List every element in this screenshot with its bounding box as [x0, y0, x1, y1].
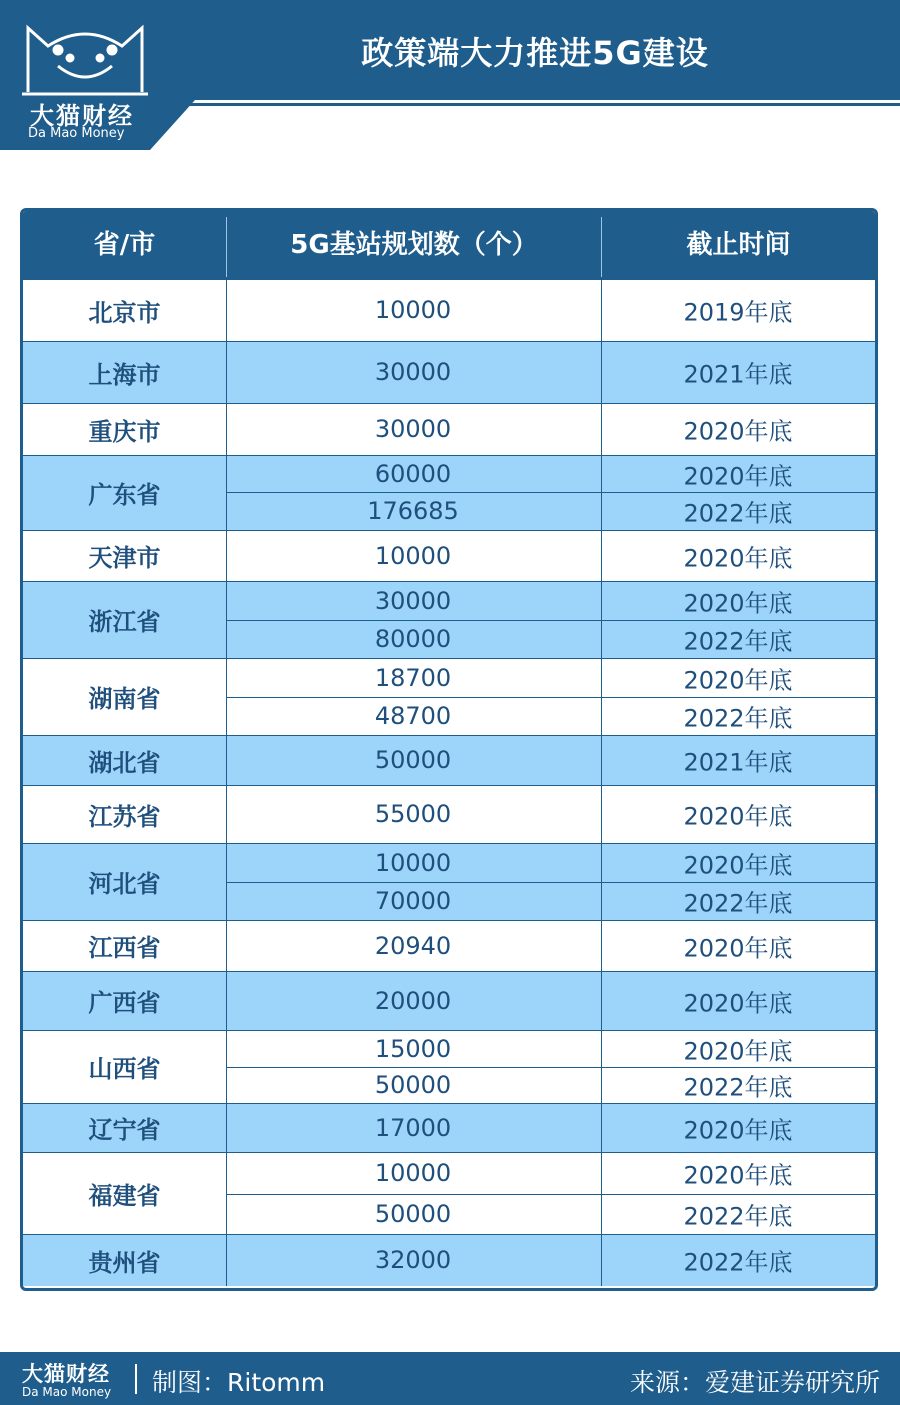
table-row-group: [23, 341, 875, 403]
group-divider: [23, 455, 875, 456]
page-header: [0, 0, 900, 150]
table-row: [226, 1234, 875, 1286]
station-count-cell: 10000: [374, 541, 452, 570]
province-cell: 上海市: [88, 360, 161, 389]
table-row: [226, 530, 875, 581]
row-divider: [226, 882, 875, 883]
deadline-cell: 2020年底: [683, 666, 793, 694]
deadline-cell: 2020年底: [683, 802, 793, 831]
table-row-group: [23, 455, 875, 530]
table-row-group: [23, 1152, 875, 1234]
table-row: [226, 403, 875, 455]
group-divider: [23, 1103, 875, 1104]
province-cell: 江苏省: [88, 802, 161, 831]
group-divider: [23, 581, 875, 582]
station-count-cell: 18700: [374, 663, 452, 692]
deadline-cell: 2020年底: [683, 1037, 793, 1065]
station-count-cell: 55000: [374, 800, 452, 828]
footer-brand-subtext: Da Mao Money: [22, 1385, 112, 1399]
table-row: [226, 1152, 875, 1194]
province-cell: 贵州省: [88, 1248, 161, 1277]
row-divider: [226, 620, 875, 621]
station-count-cell: 30000: [374, 358, 452, 386]
station-count-cell: 176685: [367, 497, 459, 525]
deadline-cell: 2020年底: [683, 462, 793, 490]
group-divider: [23, 341, 875, 342]
column-header-province: 省/市: [93, 230, 156, 260]
station-count-cell: 50000: [374, 1200, 452, 1228]
row-divider: [226, 1067, 875, 1068]
data-table: [20, 208, 878, 1291]
table-row-group: [23, 658, 875, 735]
footer-source: 来源：爱建证券研究所: [629, 1368, 880, 1397]
deadline-cell: 2020年底: [683, 989, 793, 1017]
group-divider: [23, 658, 875, 659]
table-row: [226, 735, 875, 785]
deadline-cell: 2020年底: [683, 851, 793, 879]
table-row: [226, 843, 875, 882]
table-row: [226, 455, 875, 492]
table-row: [226, 882, 875, 920]
station-count-cell: 10000: [374, 296, 452, 324]
station-count-cell: 60000: [374, 459, 452, 488]
table-row-group: [23, 530, 875, 581]
row-divider: [226, 1194, 875, 1195]
group-divider: [23, 1030, 875, 1031]
table-row: [226, 279, 875, 341]
province-cell: 湖北省: [88, 748, 161, 777]
page-footer: [0, 1352, 900, 1405]
table-row: [226, 1067, 875, 1103]
table-row-group: [23, 403, 875, 455]
table-row-group: [23, 843, 875, 920]
deadline-cell: 2022年底: [683, 627, 793, 656]
table-row: [226, 581, 875, 620]
footer-brand: 大猫财经: [22, 1362, 110, 1386]
group-divider: [23, 735, 875, 736]
deadline-cell: 2022年底: [683, 1202, 793, 1231]
table-row: [226, 920, 875, 971]
table-row-group: [23, 1234, 875, 1286]
province-cell: 广西省: [88, 989, 161, 1017]
table-row: [226, 785, 875, 843]
table-row: [226, 971, 875, 1030]
table-row: [226, 1030, 875, 1067]
province-cell: 天津市: [88, 544, 161, 572]
column-divider: [226, 279, 227, 1286]
province-cell: 北京市: [88, 298, 161, 327]
deadline-cell: 2021年底: [683, 748, 793, 777]
group-divider: [23, 279, 875, 280]
province-cell: 福建省: [88, 1181, 161, 1210]
deadline-cell: 2022年底: [683, 704, 793, 733]
table-row: [226, 341, 875, 403]
column-header-count: 5G基站规划数（个）: [290, 230, 538, 260]
deadline-cell: 2022年底: [683, 889, 793, 918]
station-count-cell: 48700: [374, 702, 452, 730]
province-cell: 江西省: [88, 934, 161, 962]
table-row-group: [23, 735, 875, 785]
table-row-group: [23, 1103, 875, 1152]
deadline-cell: 2020年底: [683, 1116, 793, 1144]
station-count-cell: 50000: [374, 746, 452, 774]
group-divider: [23, 785, 875, 786]
table-row-group: [23, 785, 875, 843]
column-divider: [601, 279, 602, 1286]
station-count-cell: 20000: [374, 986, 452, 1015]
station-count-cell: 32000: [374, 1246, 452, 1274]
page-title: 政策端大力推进5G建设: [361, 34, 709, 72]
deadline-cell: 2022年底: [683, 1248, 793, 1277]
group-divider: [23, 1152, 875, 1153]
station-count-cell: 30000: [374, 415, 452, 443]
province-cell: 浙江省: [88, 608, 161, 636]
station-count-cell: 20940: [374, 931, 452, 960]
row-divider: [226, 492, 875, 493]
table-row-group: [23, 971, 875, 1030]
logo-text: 大猫财经: [30, 102, 134, 130]
table-header: [23, 211, 875, 279]
footer-separator: [135, 1364, 137, 1394]
station-count-cell: 10000: [374, 848, 452, 877]
deadline-cell: 2021年底: [683, 360, 793, 389]
table-row-group: [23, 1030, 875, 1103]
group-divider: [23, 403, 875, 404]
station-count-cell: 30000: [374, 586, 452, 615]
logo-subtext: Da Mao Money: [28, 126, 125, 141]
deadline-cell: 2019年底: [683, 298, 793, 327]
row-divider: [226, 697, 875, 698]
group-divider: [23, 530, 875, 531]
deadline-cell: 2020年底: [683, 589, 793, 617]
deadline-cell: 2020年底: [683, 934, 793, 962]
table-row-group: [23, 581, 875, 658]
table-row: [226, 620, 875, 658]
province-cell: 河北省: [88, 870, 161, 898]
province-cell: 湖南省: [88, 685, 161, 713]
table-row-group: [23, 920, 875, 971]
table-row: [226, 1103, 875, 1152]
province-cell: 重庆市: [88, 417, 161, 446]
table-row: [226, 697, 875, 735]
deadline-cell: 2020年底: [683, 417, 793, 446]
table-row: [226, 1194, 875, 1234]
group-divider: [23, 971, 875, 972]
table-row: [226, 492, 875, 530]
table-row: [226, 658, 875, 697]
station-count-cell: 15000: [374, 1034, 452, 1063]
province-cell: 广东省: [88, 481, 161, 509]
group-divider: [23, 1234, 875, 1235]
station-count-cell: 70000: [374, 887, 452, 915]
group-divider: [23, 920, 875, 921]
province-cell: 山西省: [88, 1055, 161, 1083]
station-count-cell: 50000: [374, 1071, 452, 1099]
group-divider: [23, 843, 875, 844]
column-header-deadline: 截止时间: [686, 230, 791, 260]
province-cell: 辽宁省: [88, 1116, 161, 1144]
table-row-group: [23, 279, 875, 341]
deadline-cell: 2020年底: [683, 1161, 793, 1190]
footer-credit: 制图：Ritomm: [152, 1368, 326, 1397]
station-count-cell: 80000: [374, 625, 452, 653]
deadline-cell: 2022年底: [683, 499, 793, 528]
station-count-cell: 10000: [374, 1159, 452, 1187]
deadline-cell: 2022年底: [683, 1073, 793, 1102]
station-count-cell: 17000: [374, 1113, 452, 1142]
deadline-cell: 2020年底: [683, 544, 793, 572]
